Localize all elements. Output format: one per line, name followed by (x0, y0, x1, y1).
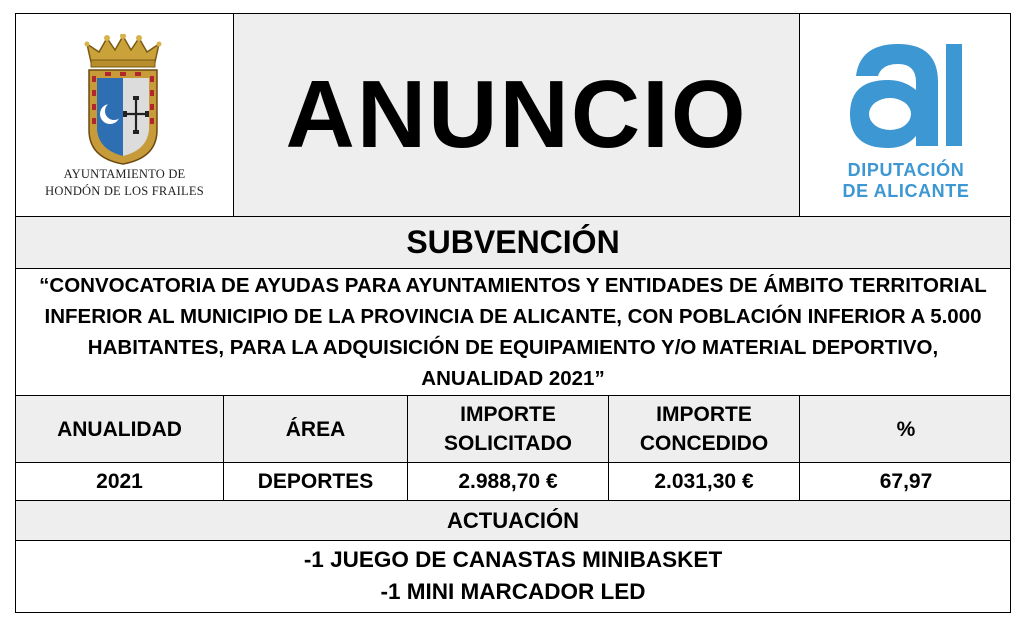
actuacion-row (16, 501, 1010, 540)
cell-anualidad: 2021 (96, 469, 143, 493)
divider (223, 395, 224, 500)
cell-importe-concedido: 2.031,30 € (654, 469, 754, 493)
page-title: ANUNCIO (285, 61, 748, 168)
divider (608, 395, 609, 500)
ayuntamiento-name-line1: AYUNTAMIENTO DE (63, 167, 186, 181)
list-item: -1 MINI MARCADOR LED (380, 579, 646, 604)
coat-of-arms-icon (83, 34, 163, 166)
ayuntamiento-logo (16, 14, 233, 216)
list-item: -1 JUEGO DE CANASTAS MINIBASKET (303, 547, 723, 572)
divider (799, 395, 800, 500)
cell-area: DEPORTES (257, 469, 374, 493)
header-row (16, 14, 1010, 216)
convocatoria-text: “CONVOCATORIA DE AYUDAS PARA AYUNTAMIENTOS Y ENTIDADES DE ÁMBITO TERRITORIAL INFERIOR AL MUNICIPIO DE LA PROVINCIA DE ALICANTE, CON POBLACIÓN INFERIOR A 5.000 HABITANTES, PARA LA ADQUISICIÓN DE EQUIPAMIENTO Y/O MATERIAL DEPORTIVO, ANUALIDAD 2021” (39, 274, 987, 390)
diputacion-name-line2: DE ALICANTE (842, 181, 970, 201)
header-area: ÁREA (285, 417, 346, 441)
table-header-row (16, 396, 1010, 462)
diputacion-name-line1: DIPUTACIÓN (847, 160, 965, 180)
diputacion-logo (800, 14, 1012, 216)
header-percent: % (896, 417, 916, 441)
divider (407, 395, 408, 500)
header-anualidad: ANUALIDAD (57, 417, 182, 441)
actuacion-title: ACTUACIÓN (447, 507, 579, 533)
subvencion-row (16, 217, 1010, 268)
subvencion-title: SUBVENCIÓN (406, 224, 620, 260)
cell-importe-solicitado: 2.988,70 € (458, 469, 558, 493)
ayuntamiento-name-line2: HONDÓN DE LOS FRAILES (45, 184, 204, 198)
table-row (16, 463, 1010, 500)
title-cell (234, 14, 799, 216)
convocatoria-row (16, 269, 1010, 395)
announcement-frame (15, 13, 1011, 613)
header-importe-concedido: IMPORTE CONCEDIDO (639, 403, 769, 455)
header-importe-solicitado: IMPORTE SOLICITADO (444, 403, 572, 455)
diputacion-a-icon (846, 38, 966, 148)
cell-percent: 67,97 (879, 469, 933, 493)
actuacion-items (16, 541, 1010, 611)
